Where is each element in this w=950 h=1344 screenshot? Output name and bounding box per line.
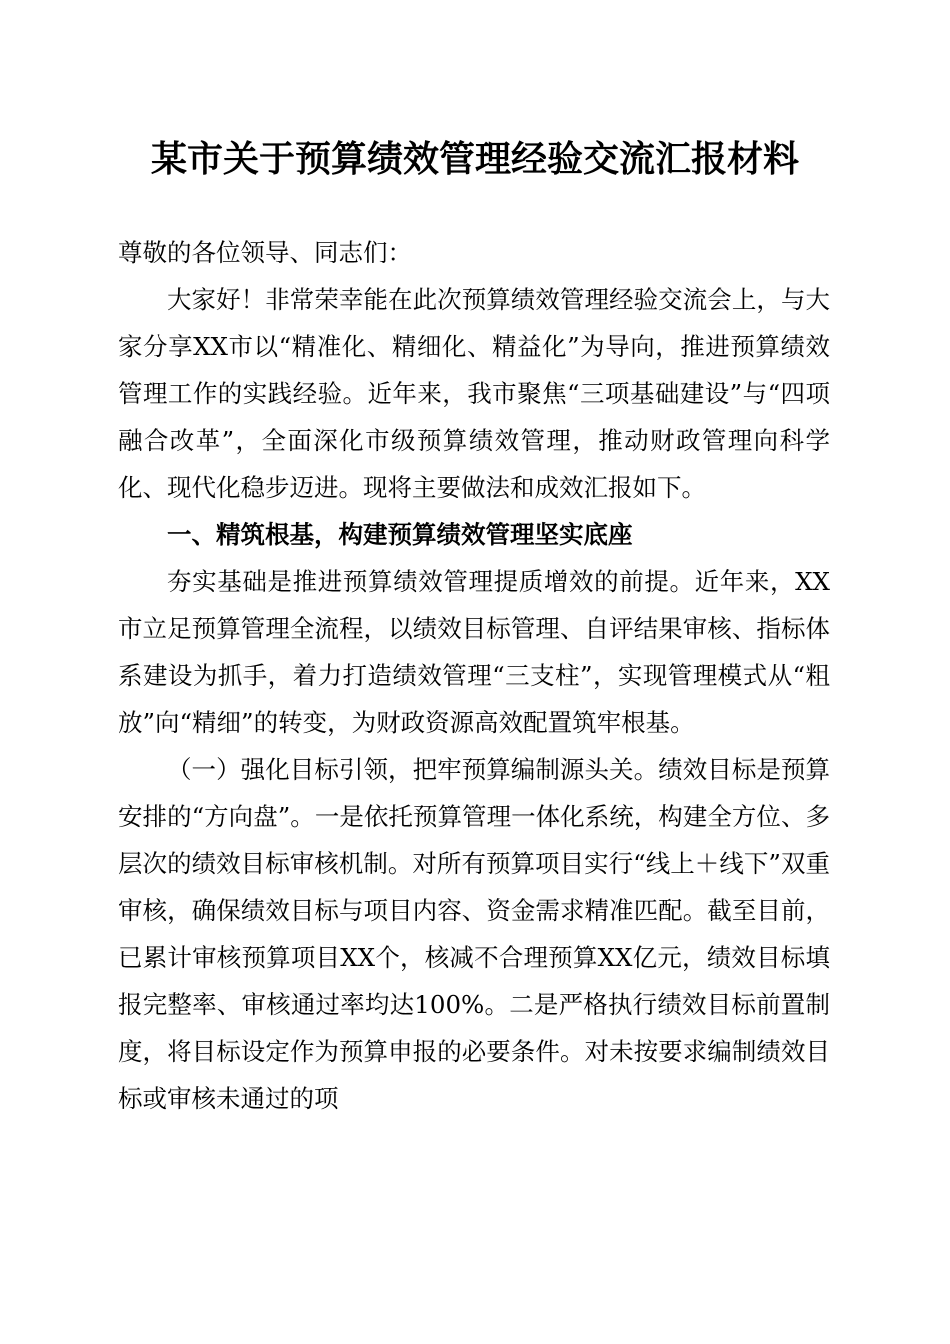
greeting: 尊敬的各位领导、同志们：: [118, 238, 412, 267]
section-heading: 一、精筑根基，构建预算绩效管理坚实底座: [167, 520, 633, 549]
paragraph-intro: 大家好！非常荣幸能在此次预算绩效管理经验交流会上，与大家分享XX市以“精准化、精细化、精益化”为导向，推进预算绩效管理工作的实践经验。近年来，我市聚焦“三项基础建设”与“四项融合改革”，全面深化市级预算绩效管理，推动财政管理向科学化、现代化稳步迈进。现将主要做法和成效汇报如下。: [118, 285, 830, 502]
paragraph-target: （一）强化目标引领，把牢预算编制源头关。绩效目标是预算安排的“方向盘”。一是依托预算管理一体化系统，构建全方位、多层次的绩效目标审核机制。对所有预算项目实行“线上＋线下”双重审核，确保绩效目标与项目内容、资金需求精准匹配。截至目前，已累计审核预算项目XX个，核减不合理预算XX亿元，绩效目标填报完整率、审核通过率均达100%。二是严格执行绩效目标前置制度，将目标设定作为预算申报的必要条件。对未按要求编制绩效目标或审核未通过的项: [118, 755, 830, 1113]
document-body: [118, 229, 830, 1122]
paragraph-foundation: 夯实基础是推进预算绩效管理提质增效的前提。近年来，XX市立足预算管理全流程，以绩效目标管理、自评结果审核、指标体系建设为抓手，着力打造绩效管理“三支柱”，实现管理模式从“粗放”向“精细”的转变，为财政资源高效配置筑牢根基。: [118, 567, 830, 737]
document-title: 某市关于预算绩效管理经验交流汇报材料: [150, 138, 799, 180]
